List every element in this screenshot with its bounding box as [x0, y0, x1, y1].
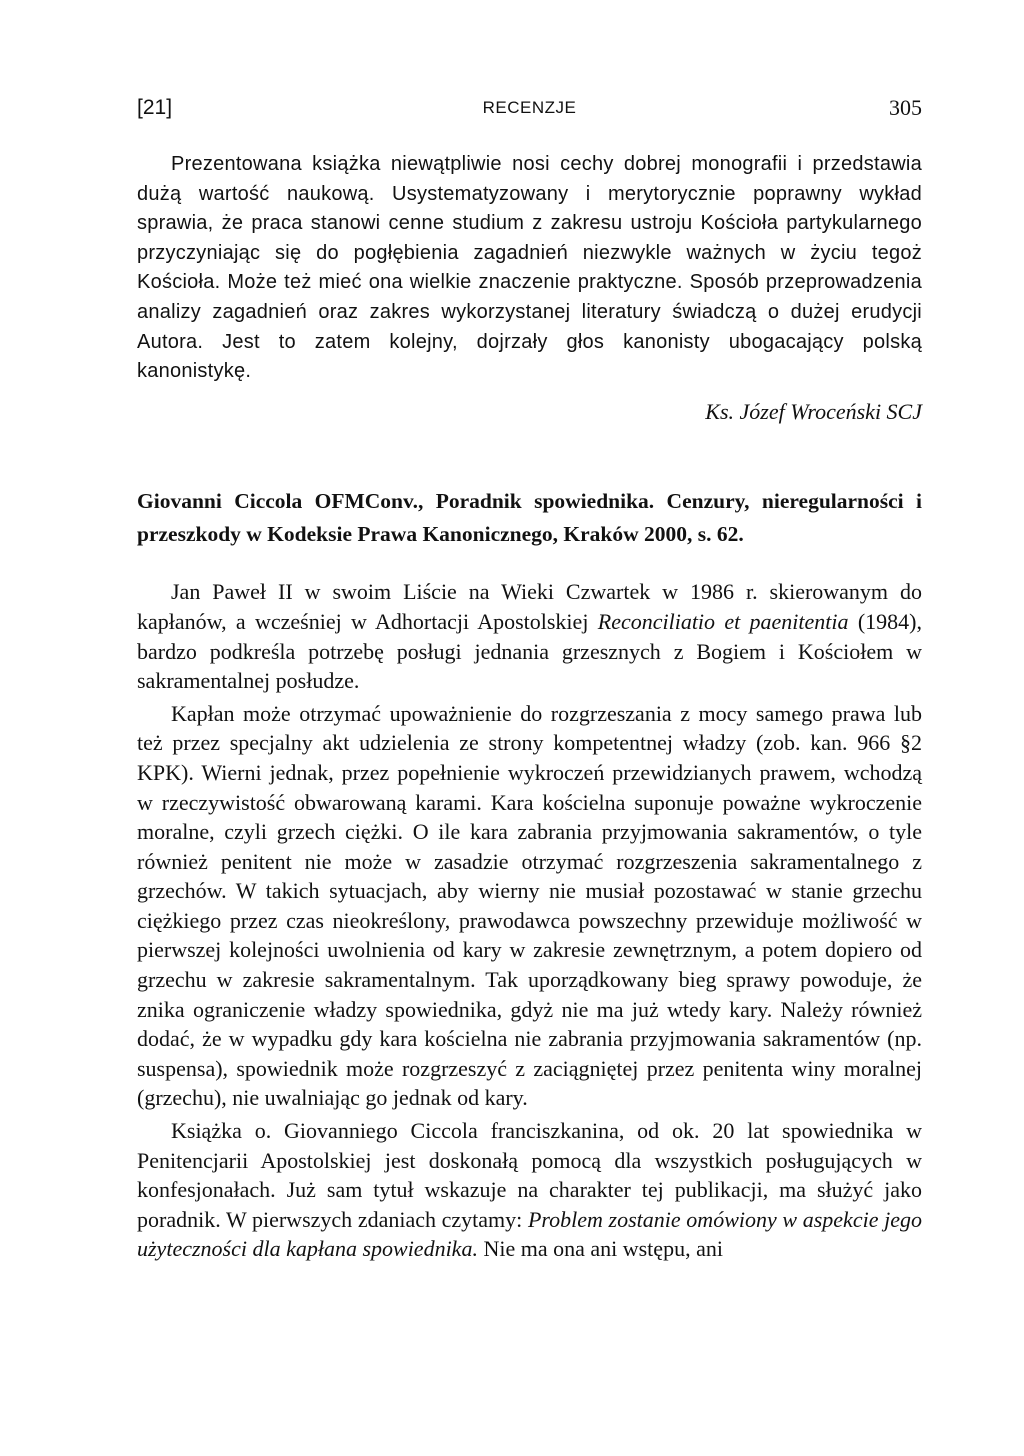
page-number: 305 — [889, 95, 922, 120]
review2-paragraph-2: Kapłan może otrzymać upoważnienie do rozgrzeszania z mocy samego prawa lub też przez specjalny akt udzielenia ze strony kompetentnej władzy (zob. kan. 966 §2 KPK). Wierni jednak, przez popełnienie wykroczeń przewidzianych prawem, wchodzą w rzeczywistość obwarowaną karami. Kara kościelna suponuje poważne wykroczenie moralne, czyli grzech ciężki. O ile kara zabrania przyjmowania sakramentów, o tyle również penitent nie może w zasadzie otrzymać rozgrzeszenia sakramentalnego z grzechów. W takich sytuacjach, aby wierny nie musiał pozostawać w stanie grzechu ciężkiego przez czas nieokreślony, prawodawca powszechny przewiduje możliwość w pierwszej kolejności uwolnienia od kary w zakresie zewnętrznym, a potem dopiero od grzechu w zakresie sakramentalnym. Tak uporządkowany bieg sprawy powoduje, że znika ograniczenie władzy spowiednika, gdyż nie ma już wtedy kary. Należy również dodać, że w wypadku gdy kara kościelna nie zabrania przyjmowania sakramentów (np. suspensa), spowiednik może rozgrzeszyć z zaciągniętej przez penitenta winy moralnej (grzechu), nie uwalniając go jednak od kary. — [137, 700, 922, 1111]
page-reference: [21] — [137, 96, 173, 119]
review1-paragraph: Prezentowana książka niewątpliwie nosi cechy dobrej monografii i przedstawia dużą wartość naukową. Usystematyzowany i merytorycznie poprawny wykład sprawia, że praca stanowi cenne studium z zakresu ustroju Kościoła partykularnego przyczyniając się do pogłębienia zagadnień niezwykle ważnych w życiu tegoż Kościoła. Może też mieć ona wielkie znaczenie praktyczne. Sposób przeprowadzenia analizy zagadnień oraz zakres wykorzystanej literatury świadczą o dużej erudycji Autora. Jest to zatem kolejny, dojrzały głos kanonisty ubogacający polską kanonistykę. — [137, 153, 922, 383]
review2-p1-text-b: (1984), bardzo podkreśla potrzebę posługi jednania grzesznych z Bogiem i Kościołem w sakramentalnej posłudze. — [137, 608, 922, 694]
review2-p1-text-a: Jan Paweł II w swoim Liście na Wieki Czwartek w 1986 r. skierowanym do kapłanów, a wcześniej w Adhortacji Apostolskiej — [137, 579, 922, 634]
review2-p3-italic-quote: Problem zostanie omówiony w aspekcie jego użyteczności dla kapłana spowiednika. — [137, 1206, 922, 1262]
review2-p3-text-b: Nie ma ona ani wstępu, ani — [477, 1236, 723, 1262]
page — [137, 92, 922, 1264]
review1-signature: Ks. Józef Wroceński SCJ — [705, 398, 922, 424]
review2-p1-italic-title: Reconciliatio et paenitentia — [597, 608, 849, 634]
review2-paragraph-1 — [137, 577, 922, 695]
review2-title: Giovanni Ciccola OFMConv., Poradnik spowiednika. Cenzury, nieregularności i przeszkody w Kodeksie Prawa Kanonicznego, Kraków 2000, s. 62. — [137, 489, 922, 547]
running-head — [137, 92, 922, 124]
section-title: RECENZJE — [482, 98, 577, 117]
review2-paragraph-3 — [137, 1116, 922, 1264]
review2-p3-text-a: Książka o. Giovanniego Ciccola franciszkanina, od ok. 20 lat spowiednika w Penitencjarii Apostolskiej jest doskonałą pomocą dla wszystkich posługujących w konfesjonałach. Już sam tytuł wskazuje na charakter tej publikacji, ma służyć jako poradnik. W pierwszych zdaniach czytamy: — [137, 1118, 922, 1232]
